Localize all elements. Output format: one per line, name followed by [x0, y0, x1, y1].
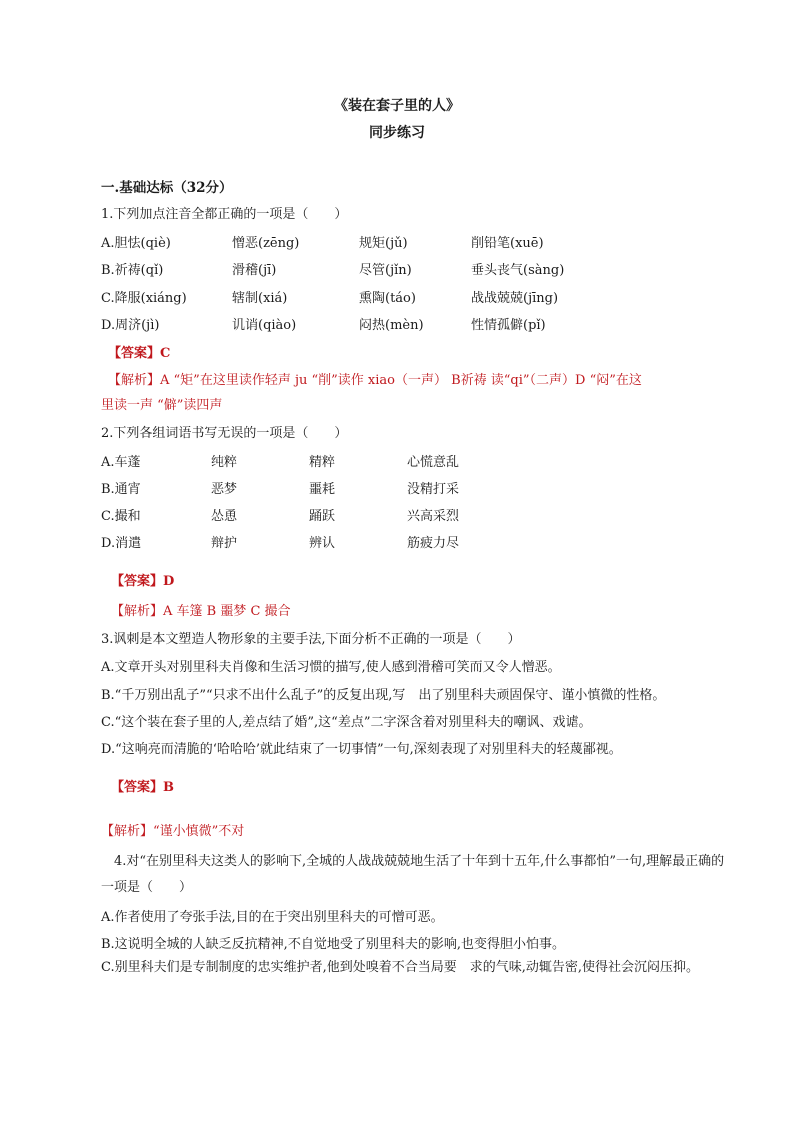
q1-c-1: C.降服(xiáng) — [101, 291, 187, 306]
question-1-answer: 【答案】C — [108, 346, 171, 361]
q1-a-2: 憎恶(zēng) — [232, 236, 300, 251]
question-1-analysis-line-2: 里读一声 “僻”读四声 — [101, 398, 223, 413]
document-title: 《装在套子里的人》 — [334, 98, 460, 114]
q2-a-4: 心慌意乱 — [407, 455, 460, 470]
q1-d-1: D.周济(jì) — [101, 318, 160, 333]
question-3-option-d: D.“这响亮而清脆的‘哈哈哈’就此结束了一切事情”一句,深刻表现了对别里科夫的轻蔑鄙视。 — [101, 742, 622, 757]
q2-d-3: 辨认 — [309, 536, 336, 551]
q2-b-1: B.通宵 — [101, 482, 141, 497]
q1-b-1: B.祈祷(qǐ) — [101, 263, 164, 278]
question-1-analysis-line-1: 【解析】A “矩”在这里读作轻声 ju “削”读作 xiao（一声） B祈祷 读“qi”（二声）D “闷”在这 — [108, 373, 642, 388]
q1-c-2: 辖制(xiá) — [232, 291, 288, 306]
question-4-option-a: A.作者使用了夸张手法,目的在于突出别里科夫的可憎可恶。 — [101, 910, 444, 925]
q1-a-4: 削铅笔(xuē) — [471, 236, 544, 251]
q2-b-3: 噩耗 — [309, 482, 336, 497]
q1-a-1: A.胆怯(qiè) — [101, 236, 171, 251]
question-3-analysis: 【解析】“谨小慎微”不对 — [101, 824, 245, 839]
q2-c-3: 踊跃 — [309, 509, 336, 524]
q2-a-1: A.车蓬 — [101, 455, 141, 470]
question-2-answer: 【答案】D — [111, 574, 175, 589]
q2-a-2: 纯粹 — [211, 455, 238, 470]
question-4-stem: 4.对“在别里科夫这类人的影响下,全城的人战战兢兢地生活了十年到十五年,什么事都怕”一句,理解最正确的一项是（ ） — [101, 854, 725, 895]
question-1-stem: 1.下列加点注音全都正确的一项是（ ） — [101, 207, 348, 222]
q1-b-4: 垂头丧气(sàng) — [471, 263, 565, 278]
q1-a-3: 规矩(jǔ) — [359, 236, 408, 251]
q2-b-2: 恶梦 — [211, 482, 238, 497]
q2-a-3: 精粹 — [309, 455, 336, 470]
question-3-answer: 【答案】B — [111, 780, 174, 795]
q1-c-4: 战战兢兢(jīng) — [471, 291, 559, 306]
question-3-stem: 3.讽刺是本文塑造人物形象的主要手法,下面分析不正确的一项是（ ） — [101, 632, 521, 647]
question-3-option-c: C.“这个装在套子里的人,差点结了婚”,这“差点”二字深含着对别里科夫的嘲讽、戏谑。 — [101, 715, 592, 730]
q2-c-1: C.撮和 — [101, 509, 141, 524]
q1-b-2: 滑稽(jī) — [232, 263, 277, 278]
q1-d-2: 讥诮(qiào) — [232, 318, 297, 333]
q2-c-2: 怂恿 — [211, 509, 238, 524]
q2-d-4: 筋疲力尽 — [407, 536, 460, 551]
q1-d-3: 闷热(mèn) — [359, 318, 424, 333]
q1-d-4: 性情孤僻(pǐ) — [471, 318, 546, 333]
q2-c-4: 兴高采烈 — [407, 509, 460, 524]
q2-d-2: 辩护 — [211, 536, 238, 551]
q2-b-4: 没精打采 — [407, 482, 460, 497]
question-4-option-c: C.别里科夫们是专制制度的忠实维护者,他到处嗅着不合当局要 求的气味,动辄告密,使得社会沉闷压抑。 — [101, 960, 700, 975]
question-2-analysis: 【解析】A 车篷 B 噩梦 C 撮合 — [111, 604, 291, 619]
question-4-option-b: B.这说明全城的人缺乏反抗精神,不自觉地受了别里科夫的影响,也变得胆小怕事。 — [101, 937, 565, 952]
question-3-option-a: A.文章开头对别里科夫肖像和生活习惯的描写,使人感到滑稽可笑而又令人憎恶。 — [101, 660, 561, 675]
question-3-option-b: B.“千万别出乱子”“只求不出什么乱子”的反复出现,写 出了别里科夫顽固保守、谨小慎微的性格。 — [101, 688, 666, 703]
question-2-stem: 2.下列各组词语书写无误的一项是（ ） — [101, 426, 348, 441]
q1-b-3: 尽管(jǐn) — [359, 263, 412, 278]
q2-d-1: D.消遣 — [101, 536, 142, 551]
q1-c-3: 熏陶(táo) — [359, 291, 416, 306]
document-subtitle: 同步练习 — [369, 125, 425, 141]
section-heading: 一.基础达标（32分） — [101, 180, 233, 196]
